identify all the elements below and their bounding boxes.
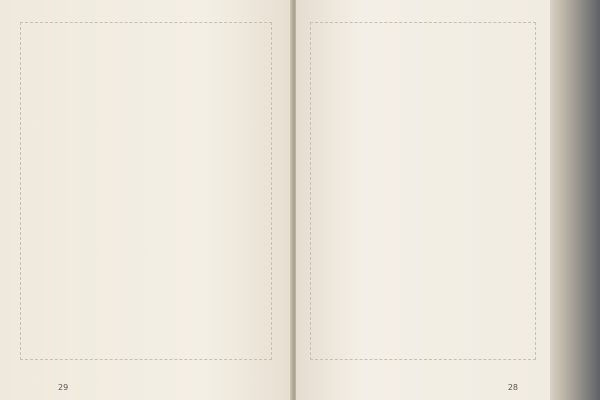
- left-text-block: [20, 22, 272, 360]
- right-text-block: [310, 22, 536, 360]
- right-page: [296, 0, 550, 400]
- page-edges: [550, 0, 600, 400]
- left-page-number: 29: [58, 383, 69, 392]
- left-page: [0, 0, 292, 400]
- right-page-number: 28: [507, 383, 518, 392]
